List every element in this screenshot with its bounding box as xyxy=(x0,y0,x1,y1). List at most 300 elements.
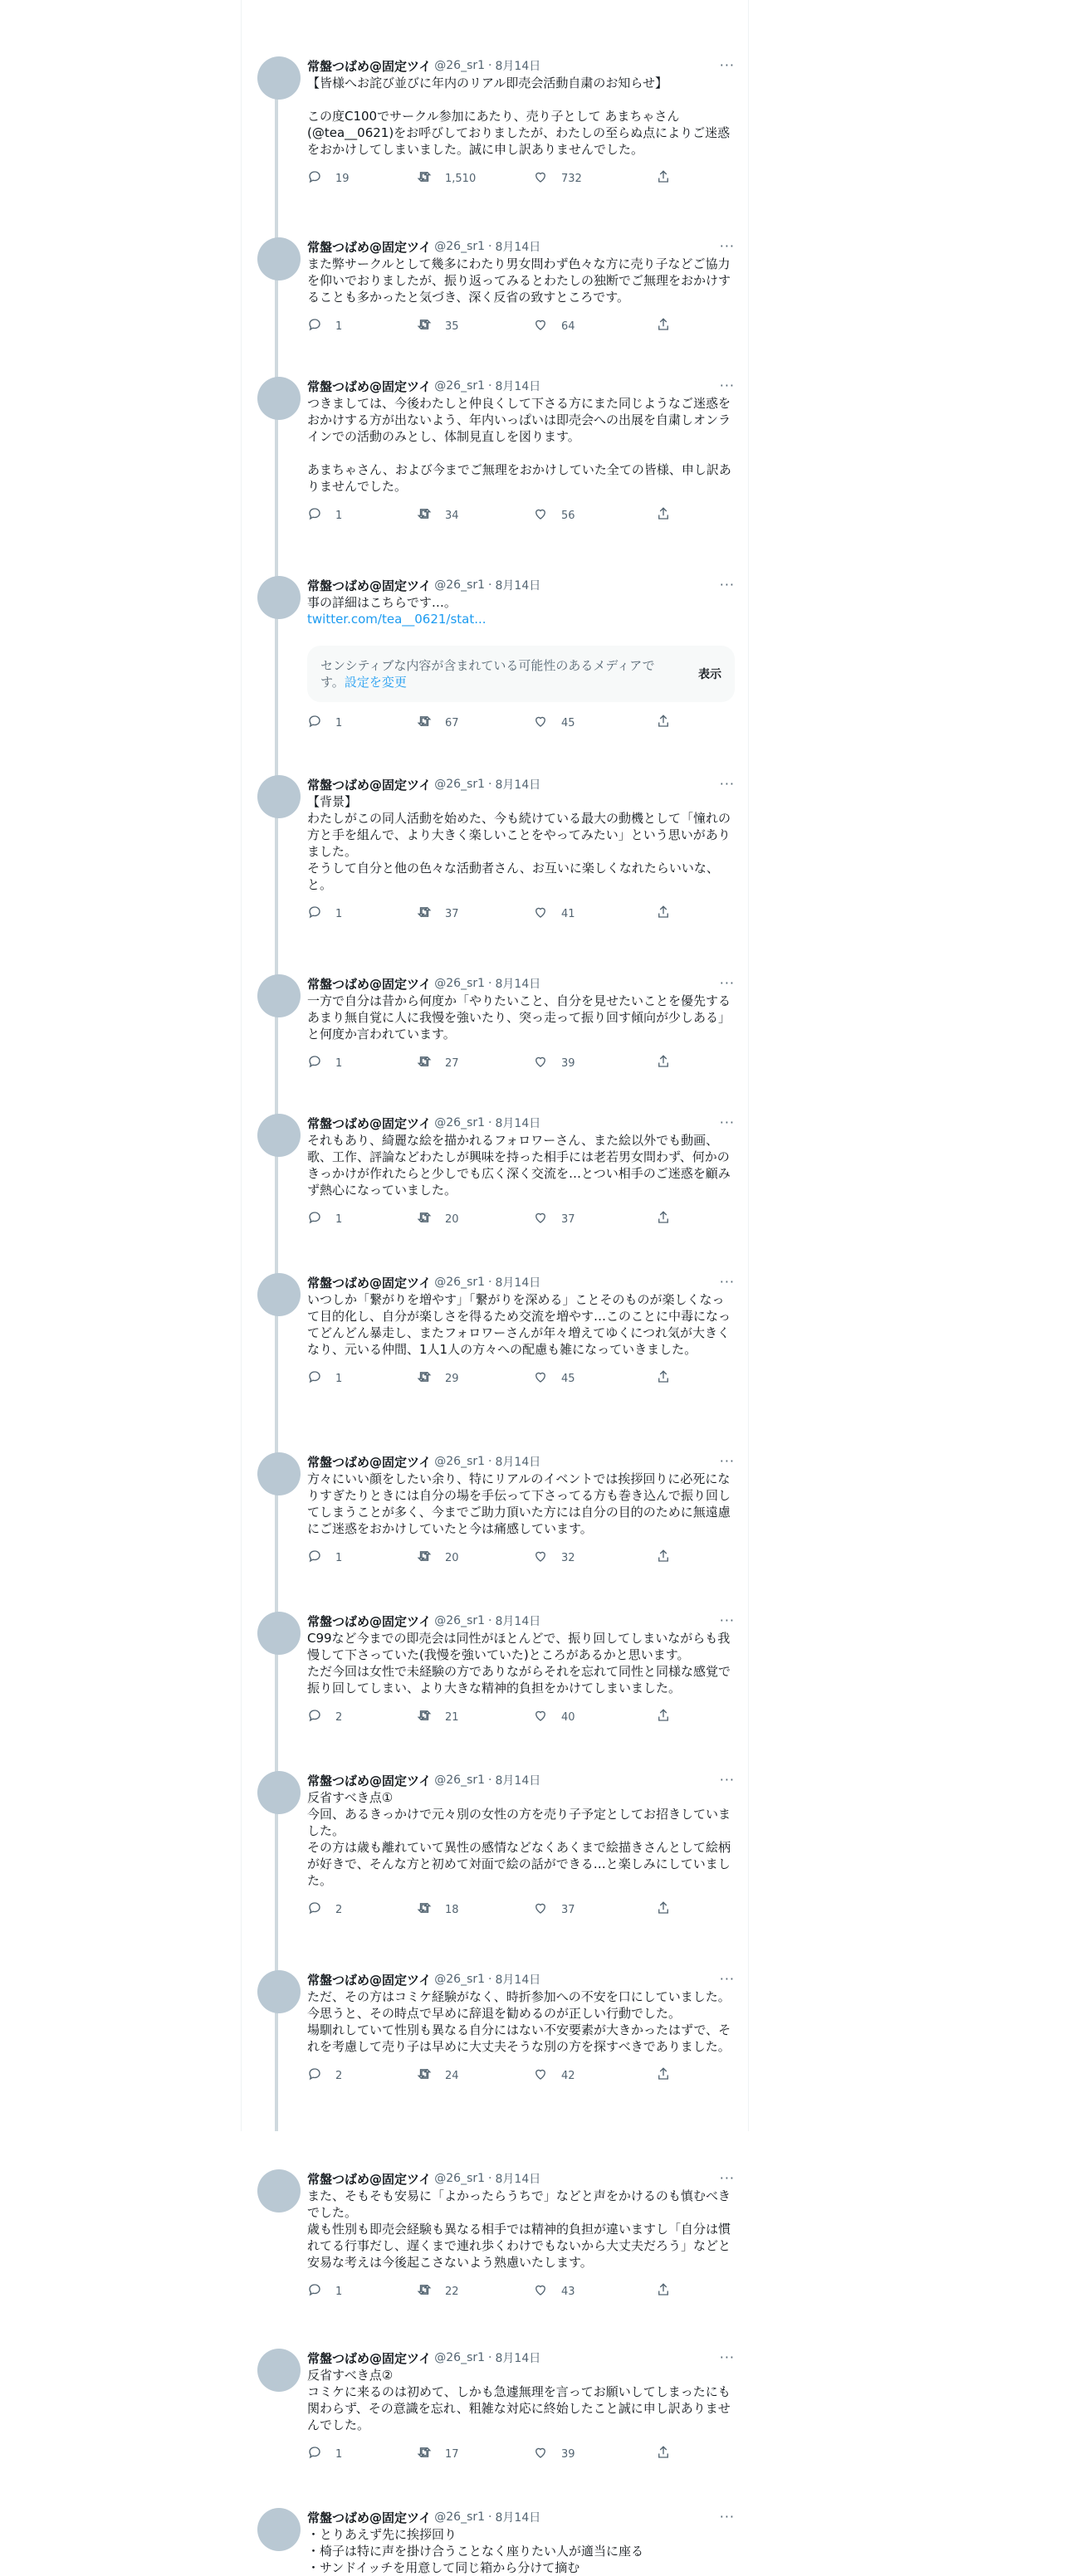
tweet-text: 反省すべき点② コミケに来るのは初めて、しかも急遽無理を言ってお願いしてしまったにも関わらず、その意識を忘れ、粗雑な対応に終始したこと誠に申し訳ありませんでした。 xyxy=(307,2368,731,2432)
reply-count: 19 xyxy=(335,172,350,185)
avatar[interactable] xyxy=(257,1771,301,1814)
like-count: 56 xyxy=(561,509,575,522)
heart-icon xyxy=(533,905,548,923)
like-count: 732 xyxy=(561,172,582,185)
separator-dot: · xyxy=(488,2351,492,2364)
retweet-count: 35 xyxy=(445,320,459,333)
separator-dot: · xyxy=(488,1773,492,1787)
tweet-header xyxy=(307,1452,735,1471)
tweet-text: また弊サークルとして幾多にわたり男女問わず色々な方に売り子などご協力を仰いでおりましたが、振り返ってみるとわたしの独断でご無理をおかけすることも多かったと気づき、深く反省の致すところです。 xyxy=(307,256,731,305)
more-options-icon[interactable]: ··· xyxy=(719,238,735,254)
separator-dot: · xyxy=(488,59,492,72)
like-button[interactable] xyxy=(533,1054,656,1072)
reply-count: 2 xyxy=(335,1710,343,1724)
retweet-button[interactable] xyxy=(417,714,533,732)
tweet-content xyxy=(307,1452,735,1567)
separator-dot: · xyxy=(488,379,492,393)
reply-button[interactable] xyxy=(307,2445,417,2463)
tweet-header xyxy=(307,1612,735,1630)
retweet-count: 1,510 xyxy=(445,172,477,185)
tweet-date[interactable]: 8月14日 xyxy=(495,1117,541,1130)
like-count: 32 xyxy=(561,1551,575,1564)
like-button[interactable] xyxy=(533,1369,656,1388)
avatar[interactable] xyxy=(257,1114,301,1157)
retweet-icon xyxy=(417,1369,432,1388)
retweet-count: 37 xyxy=(445,907,459,920)
share-button[interactable] xyxy=(656,2445,671,2463)
like-button[interactable] xyxy=(533,1210,656,1228)
user-name[interactable]: 常盤つばめ@固定ツイ xyxy=(307,2510,432,2525)
reply-button[interactable] xyxy=(307,1900,417,1919)
like-button[interactable] xyxy=(533,317,656,335)
heart-icon xyxy=(533,317,548,335)
retweet-button[interactable] xyxy=(417,1900,533,1919)
like-count: 43 xyxy=(561,2285,575,2298)
retweet-button[interactable] xyxy=(417,169,533,188)
tweet-header xyxy=(307,2508,735,2526)
tweet-date[interactable]: 8月14日 xyxy=(495,1276,541,1290)
retweet-icon xyxy=(417,1549,432,1567)
retweet-button[interactable] xyxy=(417,1054,533,1072)
tweet-actions xyxy=(307,1549,735,1567)
share-button[interactable] xyxy=(656,1054,671,1072)
separator-dot: · xyxy=(488,1973,492,1986)
user-name[interactable]: 常盤つばめ@固定ツイ xyxy=(307,58,432,74)
user-name[interactable]: 常盤つばめ@固定ツイ xyxy=(307,2171,432,2187)
tweet-date[interactable]: 8月14日 xyxy=(495,1456,541,1469)
like-count: 37 xyxy=(561,1903,575,1916)
like-button[interactable] xyxy=(533,2066,656,2085)
change-settings-link[interactable]: 設定を変更 xyxy=(344,675,407,690)
reply-button[interactable] xyxy=(307,1369,417,1388)
like-button[interactable] xyxy=(533,2445,656,2463)
share-icon xyxy=(656,2445,671,2463)
tweet-content xyxy=(307,2169,735,2300)
tweet-date[interactable]: 8月14日 xyxy=(495,2352,541,2365)
tweet-content xyxy=(307,377,735,524)
user-handle[interactable]: @26_sr1 xyxy=(434,578,486,592)
tweet-text: それもあり、綺麗な絵を描かれるフォロワーさん、また絵以外でも動画、歌、工作、評論などわたしが興味を持った相手には老若男女問わず、何かのきっかけが作れたらと少しでも広く深く交流を…とつい相手のご迷惑を顧みず熱心になっていました。 xyxy=(307,1133,731,1198)
tweet-actions xyxy=(307,905,735,923)
reply-button[interactable] xyxy=(307,714,417,732)
retweet-icon xyxy=(417,1708,432,1726)
like-button[interactable] xyxy=(533,905,656,923)
separator-dot: · xyxy=(488,1614,492,1627)
user-name[interactable]: 常盤つばめ@固定ツイ xyxy=(307,1972,432,1988)
like-count: 37 xyxy=(561,1212,575,1226)
retweet-count: 22 xyxy=(445,2285,459,2298)
share-icon xyxy=(656,2282,671,2300)
tweet-date[interactable]: 8月14日 xyxy=(495,60,541,73)
share-button[interactable] xyxy=(656,1708,671,1726)
tweet-actions xyxy=(307,1708,735,1726)
avatar[interactable] xyxy=(257,974,301,1017)
share-button[interactable] xyxy=(656,1900,671,1919)
user-name[interactable]: 常盤つばめ@固定ツイ xyxy=(307,378,432,394)
retweet-icon xyxy=(417,2282,432,2300)
avatar[interactable] xyxy=(257,1452,301,1495)
tweet-text: 【背景】 わたしがこの同人活動を始めた、今も続けている最大の動機として「憧れの方と手を組んで、より大きく楽しいことをやってみたい」という思いがありました。 そうして自分と他の色々な活動者さん、お互いに楽しくなれたらいいな、と。 xyxy=(307,794,731,892)
like-count: 41 xyxy=(561,907,575,920)
separator-dot: · xyxy=(488,778,492,791)
share-icon xyxy=(656,714,671,732)
tweet-header xyxy=(307,1771,735,1789)
reply-button[interactable] xyxy=(307,1549,417,1567)
tweet-text: ・とりあえず先に挨拶回り ・椅子は特に声を掛け合うことなく座りたい人が適当に座る ・サンドイッチを用意して同じ箱から分けて摘む xyxy=(307,2527,644,2575)
show-media-button[interactable]: 表示 xyxy=(698,668,721,681)
retweet-count: 29 xyxy=(445,1372,459,1385)
like-button[interactable] xyxy=(533,1549,656,1567)
reply-icon xyxy=(307,1054,322,1072)
heart-icon xyxy=(533,506,548,524)
tweet-date[interactable]: 8月14日 xyxy=(495,1973,541,1987)
share-icon xyxy=(656,2066,671,2085)
retweet-count: 27 xyxy=(445,1056,459,1070)
retweet-icon xyxy=(417,506,432,524)
tweet-actions xyxy=(307,714,735,732)
like-button[interactable] xyxy=(533,1708,656,1726)
retweet-button[interactable] xyxy=(417,2445,533,2463)
user-name[interactable]: 常盤つばめ@固定ツイ xyxy=(307,2350,432,2366)
reply-icon xyxy=(307,1549,322,1567)
separator-dot: · xyxy=(488,240,492,253)
reply-count: 2 xyxy=(335,2069,343,2082)
more-options-icon[interactable]: ··· xyxy=(719,1115,735,1130)
user-handle[interactable]: @26_sr1 xyxy=(434,2172,486,2185)
share-button[interactable] xyxy=(656,506,671,524)
heart-icon xyxy=(533,2066,548,2085)
user-name[interactable]: 常盤つばめ@固定ツイ xyxy=(307,976,432,992)
tweet-content xyxy=(307,237,735,335)
reply-icon xyxy=(307,1708,322,1726)
share-button[interactable] xyxy=(656,169,671,188)
user-name[interactable]: 常盤つばめ@固定ツイ xyxy=(307,239,432,255)
reply-button[interactable] xyxy=(307,317,417,335)
tweet-content xyxy=(307,1273,735,1388)
like-count: 45 xyxy=(561,1372,575,1385)
tweet-date[interactable]: 8月14日 xyxy=(495,380,541,393)
more-options-icon[interactable]: ··· xyxy=(719,57,735,73)
retweet-icon xyxy=(417,1900,432,1919)
reply-icon xyxy=(307,169,322,188)
retweet-count: 24 xyxy=(445,2069,459,2082)
avatar[interactable] xyxy=(257,1273,301,1316)
like-button[interactable] xyxy=(533,1900,656,1919)
user-name[interactable]: 常盤つばめ@固定ツイ xyxy=(307,1613,432,1629)
tweet-header xyxy=(307,377,735,395)
more-options-icon[interactable]: ··· xyxy=(719,577,735,593)
tweet-actions xyxy=(307,317,735,335)
share-icon xyxy=(656,317,671,335)
retweet-count: 17 xyxy=(445,2447,459,2461)
tweet-header xyxy=(307,576,735,594)
more-options-icon[interactable]: ··· xyxy=(719,2509,735,2525)
retweet-icon xyxy=(417,2445,432,2463)
tweet-header xyxy=(307,2349,735,2367)
user-handle[interactable]: @26_sr1 xyxy=(434,1773,486,1787)
tweet-header xyxy=(307,1273,735,1291)
share-button[interactable] xyxy=(656,714,671,732)
reply-button[interactable] xyxy=(307,1708,417,1726)
share-icon xyxy=(656,1369,671,1388)
tweet-content xyxy=(307,576,735,732)
more-options-icon[interactable]: ··· xyxy=(719,2170,735,2186)
user-name[interactable]: 常盤つばめ@固定ツイ xyxy=(307,1454,432,1470)
avatar[interactable] xyxy=(257,2169,301,2213)
tweet-text: 事の詳細はこちらです…。 xyxy=(307,595,457,610)
retweet-icon xyxy=(417,905,432,923)
retweet-count: 67 xyxy=(445,716,459,729)
user-name[interactable]: 常盤つばめ@固定ツイ xyxy=(307,1275,432,1290)
avatar[interactable] xyxy=(257,576,301,619)
separator-dot: · xyxy=(488,578,492,592)
share-button[interactable] xyxy=(656,1210,671,1228)
user-handle[interactable]: @26_sr1 xyxy=(434,240,486,253)
retweet-icon xyxy=(417,714,432,732)
reply-icon xyxy=(307,317,322,335)
tweet-content xyxy=(307,56,735,188)
like-button[interactable] xyxy=(533,506,656,524)
tweet-header xyxy=(307,2169,735,2188)
tweet-text: つきましては、今後わたしと仲良くして下さる方にまた同じようなご迷惑をおかけする方が出ないよう、年内いっぱいは即売会への出展を自粛しオンラインでの活動のみとし、体制見直しを図ります。 あまちゃさん、および今までご無理をおかけしていた全ての皆様、申し訳ありませんでした。 xyxy=(307,396,731,494)
like-button[interactable] xyxy=(533,2282,656,2300)
user-handle[interactable]: @26_sr1 xyxy=(434,1614,486,1627)
user-handle[interactable]: @26_sr1 xyxy=(434,1973,486,1986)
tweet-content xyxy=(307,2349,735,2463)
tweet-header xyxy=(307,974,735,993)
tweet-date[interactable]: 8月14日 xyxy=(495,2173,541,2186)
retweet-count: 34 xyxy=(445,509,459,522)
reply-count: 1 xyxy=(335,2447,343,2461)
avatar[interactable] xyxy=(257,2349,301,2392)
tweet-date[interactable]: 8月14日 xyxy=(495,1774,541,1788)
tweet-actions xyxy=(307,1369,735,1388)
like-count: 45 xyxy=(561,716,575,729)
more-options-icon[interactable]: ··· xyxy=(719,1612,735,1628)
tweet-header xyxy=(307,56,735,75)
tweet-actions xyxy=(307,169,735,188)
reply-count: 2 xyxy=(335,1903,343,1916)
user-handle[interactable]: @26_sr1 xyxy=(434,2510,486,2524)
tweet-content xyxy=(307,775,735,923)
tweet-actions xyxy=(307,2445,735,2463)
separator-dot: · xyxy=(488,1455,492,1468)
retweet-count: 21 xyxy=(445,1710,459,1724)
more-options-icon[interactable]: ··· xyxy=(719,378,735,393)
heart-icon xyxy=(533,1369,548,1388)
tweet-text: 方々にいい顔をしたい余り、特にリアルのイベントでは挨拶回りに必死になりすぎたりときには自分の場を手伝って下さってる方も巻き込んで振り回してしまうことが多く、今までご助力頂いた方には自分の目的のために無遠慮にご迷惑をおかけしていたと今は痛感しています。 xyxy=(307,1471,731,1536)
reply-count: 1 xyxy=(335,1372,343,1385)
tweet-text: ただ、その方はコミケ経験がなく、時折参加への不安を口にしていました。 今思うと、その時点で早めに辞退を勧めるのが正しい行動でした。 場馴れしていて性別も異なる自分にはない不安要素が大きかったはずで、それを考慮して売り子は早めに大丈夫そうな別の方を探すべきでありました。 xyxy=(307,1989,731,2054)
share-icon xyxy=(656,1708,671,1726)
reply-button[interactable] xyxy=(307,1054,417,1072)
reply-count: 1 xyxy=(335,1056,343,1070)
user-name[interactable]: 常盤つばめ@固定ツイ xyxy=(307,1115,432,1131)
reply-button[interactable] xyxy=(307,506,417,524)
share-icon xyxy=(656,169,671,188)
user-handle[interactable]: @26_sr1 xyxy=(434,977,486,990)
more-options-icon[interactable]: ··· xyxy=(719,1453,735,1469)
heart-icon xyxy=(533,1708,548,1726)
user-name[interactable]: 常盤つばめ@固定ツイ xyxy=(307,1773,432,1788)
separator-dot: · xyxy=(488,2172,492,2185)
tweet-actions xyxy=(307,2066,735,2085)
heart-icon xyxy=(533,2445,548,2463)
retweet-button[interactable] xyxy=(417,317,533,335)
like-button[interactable] xyxy=(533,714,656,732)
separator-dot: · xyxy=(488,1116,492,1129)
tweet-date[interactable]: 8月14日 xyxy=(495,778,541,792)
more-options-icon[interactable]: ··· xyxy=(719,1772,735,1788)
share-button[interactable] xyxy=(656,1369,671,1388)
like-count: 42 xyxy=(561,2069,575,2082)
tweet-content xyxy=(307,974,735,1072)
separator-dot: · xyxy=(488,1276,492,1289)
retweet-button[interactable] xyxy=(417,2282,533,2300)
share-button[interactable] xyxy=(656,1549,671,1567)
tweet-text: 【皆様へお詫び並びに年内のリアル即売会活動自粛のお知らせ】 この度C100でサークル参加にあたり、売り子として あまちゃさん(@tea__0621)をお呼びしておりましたが、わたしの至らぬ点によりご迷惑をおかけしてしまいました。誠に申し訳ありませんでした。 xyxy=(307,76,731,157)
heart-icon xyxy=(533,714,548,732)
tweet-text: 反省すべき点① 今回、あるきっかけで元々別の女性の方を売り子予定としてお招きしていました。 その方は歳も離れていて異性の感情などなくあくまで絵描きさんとして絵柄が好きで、そんな方と初めて対面で絵の話ができる…と楽しみにしていました。 xyxy=(307,1790,731,1888)
like-count: 39 xyxy=(561,1056,575,1070)
user-name[interactable]: 常盤つばめ@固定ツイ xyxy=(307,777,432,793)
like-count: 40 xyxy=(561,1710,575,1724)
user-name[interactable]: 常盤つばめ@固定ツイ xyxy=(307,578,432,593)
tweet-date[interactable]: 8月14日 xyxy=(495,241,541,254)
more-options-icon[interactable]: ··· xyxy=(719,975,735,991)
separator-dot: · xyxy=(488,977,492,990)
reply-icon xyxy=(307,1900,322,1919)
retweet-button[interactable] xyxy=(417,905,533,923)
retweet-icon xyxy=(417,1210,432,1228)
reply-count: 1 xyxy=(335,1551,343,1564)
tweet-text: いつしか「繋がりを増やす」「繋がりを深める」ことそのものが楽しくなって目的化し、自分が楽しさを得るため交流を増やす…このことに中毒になってどんどん暴走し、またフォロワーさんが年々増えてゆくにつれ気が大きくなり、元いる仲間、1人1人の方々への配慮も雑になっていきました。 xyxy=(307,1292,731,1357)
more-options-icon[interactable]: ··· xyxy=(719,776,735,792)
reply-icon xyxy=(307,506,322,524)
share-button[interactable] xyxy=(656,2066,671,2085)
retweet-icon xyxy=(417,1054,432,1072)
separator-dot: · xyxy=(488,2510,492,2524)
reply-count: 1 xyxy=(335,1212,343,1226)
reply-count: 1 xyxy=(335,509,343,522)
user-handle[interactable]: @26_sr1 xyxy=(434,379,486,393)
reply-count: 1 xyxy=(335,320,343,333)
reply-button[interactable] xyxy=(307,2066,417,2085)
reply-button[interactable] xyxy=(307,169,417,188)
tweet-date[interactable]: 8月14日 xyxy=(495,1615,541,1628)
reply-count: 1 xyxy=(335,716,343,729)
like-count: 39 xyxy=(561,2447,575,2461)
tweet-date[interactable]: 8月14日 xyxy=(495,2511,541,2525)
reply-icon xyxy=(307,2066,322,2085)
share-icon xyxy=(656,506,671,524)
avatar[interactable] xyxy=(257,775,301,818)
retweet-button[interactable] xyxy=(417,1549,533,1567)
avatar[interactable] xyxy=(257,1612,301,1655)
retweet-button[interactable] xyxy=(417,1369,533,1388)
avatar[interactable] xyxy=(257,377,301,420)
share-icon xyxy=(656,1210,671,1228)
share-icon xyxy=(656,1054,671,1072)
avatar[interactable] xyxy=(257,1970,301,2013)
tweet-link[interactable]: twitter.com/tea__0621/stat... xyxy=(307,612,487,627)
tweet-date[interactable]: 8月14日 xyxy=(495,579,541,593)
more-options-icon[interactable]: ··· xyxy=(719,2349,735,2365)
avatar[interactable] xyxy=(257,2508,301,2551)
tweet-text: 一方で自分は昔から何度か「やりたいこと、自分を見せたいことを優先するあまり無自覚に人に我慢を強いたり、突っ走って振り回す傾向が少しある」と何度か言われています。 xyxy=(307,993,731,1042)
like-count: 64 xyxy=(561,320,575,333)
heart-icon xyxy=(533,1210,548,1228)
heart-icon xyxy=(533,1054,548,1072)
share-icon xyxy=(656,1549,671,1567)
user-handle[interactable]: @26_sr1 xyxy=(434,2351,486,2364)
sensitive-warning-text: センシティブな内容が含まれている可能性のあるメディアです。 xyxy=(320,658,655,690)
tweet-date[interactable]: 8月14日 xyxy=(495,978,541,991)
share-icon xyxy=(656,1900,671,1919)
retweet-button[interactable] xyxy=(417,1708,533,1726)
reply-icon xyxy=(307,1210,322,1228)
tweet-text: C99など今までの即売会は同性がほとんどで、振り回してしまいながらも我慢して下さっていた(我慢を強いていた)ところがあるかと思います。 ただ今回は女性で未経験の方でありながらそれを忘れて同性と同様な感覚で振り回してしまい、より大きな精神的負担をかけてしまいました。 xyxy=(307,1631,731,1695)
reply-button[interactable] xyxy=(307,905,417,923)
retweet-button[interactable] xyxy=(417,506,533,524)
tweet-content xyxy=(307,1771,735,1919)
user-handle[interactable]: @26_sr1 xyxy=(434,1116,486,1129)
tweet-header xyxy=(307,237,735,256)
retweet-count: 20 xyxy=(445,1551,459,1564)
heart-icon xyxy=(533,2282,548,2300)
reply-icon xyxy=(307,1369,322,1388)
avatar[interactable] xyxy=(257,56,301,100)
tweet-header xyxy=(307,1114,735,1132)
tweet-actions xyxy=(307,2282,735,2300)
more-options-icon[interactable]: ··· xyxy=(719,1274,735,1290)
tweet-actions xyxy=(307,1210,735,1228)
heart-icon xyxy=(533,1549,548,1567)
retweet-icon xyxy=(417,169,432,188)
sensitive-warning xyxy=(320,657,669,690)
like-button[interactable] xyxy=(533,169,656,188)
tweet-content xyxy=(307,2508,735,2576)
user-handle[interactable]: @26_sr1 xyxy=(434,1276,486,1289)
reply-button[interactable] xyxy=(307,2282,417,2300)
tweet-content xyxy=(307,1612,735,1726)
tweet-actions xyxy=(307,1900,735,1919)
user-handle[interactable]: @26_sr1 xyxy=(434,59,486,72)
retweet-icon xyxy=(417,2066,432,2085)
heart-icon xyxy=(533,169,548,188)
user-handle[interactable]: @26_sr1 xyxy=(434,1455,486,1468)
sensitive-media-card[interactable] xyxy=(307,646,735,702)
share-button[interactable] xyxy=(656,905,671,923)
reply-icon xyxy=(307,905,322,923)
reply-button[interactable] xyxy=(307,1210,417,1228)
share-button[interactable] xyxy=(656,2282,671,2300)
more-options-icon[interactable]: ··· xyxy=(719,1971,735,1987)
share-button[interactable] xyxy=(656,317,671,335)
tweet-actions xyxy=(307,1054,735,1072)
reply-icon xyxy=(307,714,322,732)
user-handle[interactable]: @26_sr1 xyxy=(434,778,486,791)
avatar[interactable] xyxy=(257,237,301,281)
tweet-actions xyxy=(307,506,735,524)
tweet-header xyxy=(307,775,735,793)
reply-count: 1 xyxy=(335,907,343,920)
reply-count: 1 xyxy=(335,2285,343,2298)
reply-icon xyxy=(307,2445,322,2463)
retweet-button[interactable] xyxy=(417,2066,533,2085)
retweet-button[interactable] xyxy=(417,1210,533,1228)
tweet-header xyxy=(307,1970,735,1988)
